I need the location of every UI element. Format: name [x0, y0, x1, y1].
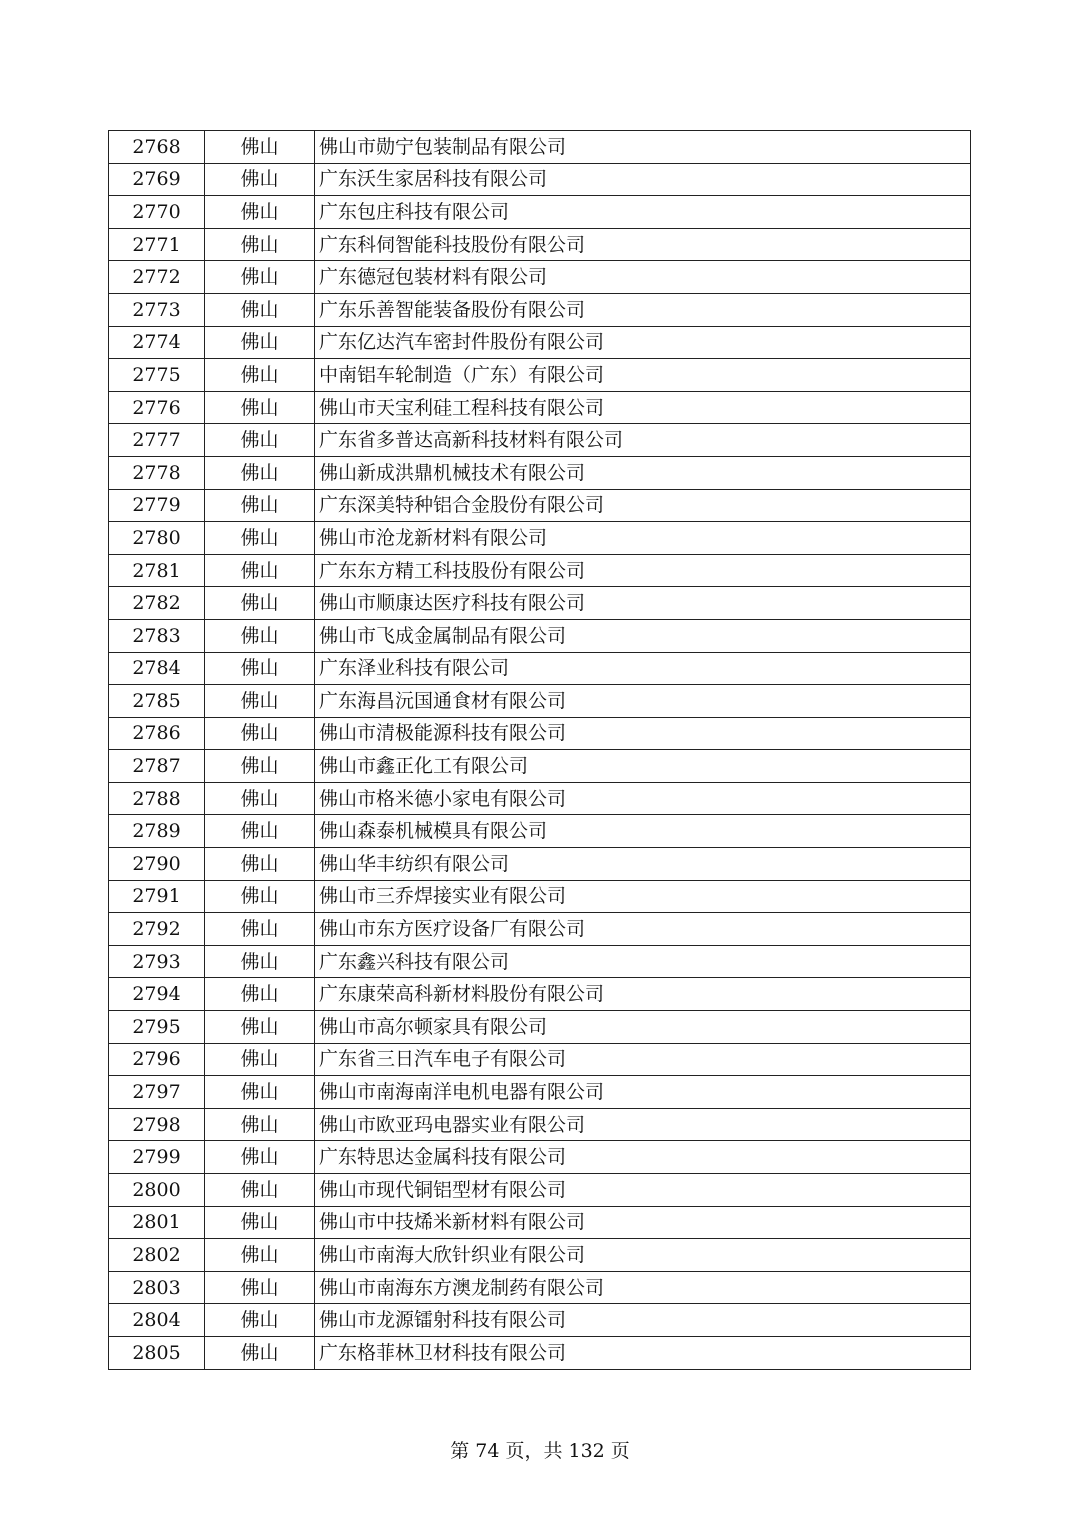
row-number: 2789 — [109, 815, 205, 848]
row-number: 2805 — [109, 1336, 205, 1369]
table-row — [109, 326, 971, 359]
row-company-name: 广东特思达金属科技有限公司 — [315, 1141, 971, 1174]
row-city: 佛山 — [205, 685, 315, 718]
row-company-name: 广东康荣高科新材料股份有限公司 — [315, 978, 971, 1011]
row-company-name: 佛山市沧龙新材料有限公司 — [315, 522, 971, 555]
row-company-name: 佛山市高尔顿家具有限公司 — [315, 1011, 971, 1044]
row-number: 2798 — [109, 1108, 205, 1141]
company-list-table — [108, 130, 971, 1370]
row-company-name: 佛山市龙源镭射科技有限公司 — [315, 1304, 971, 1337]
table-row — [109, 685, 971, 718]
row-company-name: 佛山市南海南洋电机电器有限公司 — [315, 1076, 971, 1109]
row-city: 佛山 — [205, 293, 315, 326]
page-footer: 第 74 页，共 132 页 — [450, 1440, 630, 1462]
table-row — [109, 554, 971, 587]
row-city: 佛山 — [205, 587, 315, 620]
row-company-name: 佛山市飞成金属制品有限公司 — [315, 619, 971, 652]
row-company-name: 佛山市清极能源科技有限公司 — [315, 717, 971, 750]
row-number: 2799 — [109, 1141, 205, 1174]
row-number: 2770 — [109, 196, 205, 229]
row-number: 2795 — [109, 1011, 205, 1044]
table-row — [109, 196, 971, 229]
row-number: 2797 — [109, 1076, 205, 1109]
table-row — [109, 456, 971, 489]
table-row — [109, 1206, 971, 1239]
row-number: 2792 — [109, 913, 205, 946]
row-number: 2804 — [109, 1304, 205, 1337]
row-city: 佛山 — [205, 848, 315, 881]
row-number: 2774 — [109, 326, 205, 359]
row-company-name: 广东包庄科技有限公司 — [315, 196, 971, 229]
company-list-body — [109, 131, 971, 1370]
table-row — [109, 1336, 971, 1369]
row-company-name: 广东省三日汽车电子有限公司 — [315, 1043, 971, 1076]
row-city: 佛山 — [205, 1076, 315, 1109]
row-company-name: 广东鑫兴科技有限公司 — [315, 945, 971, 978]
table-row — [109, 424, 971, 457]
row-number: 2779 — [109, 489, 205, 522]
row-number: 2778 — [109, 456, 205, 489]
row-number: 2794 — [109, 978, 205, 1011]
table-row — [109, 1174, 971, 1207]
row-city: 佛山 — [205, 228, 315, 261]
row-company-name: 广东乐善智能装备股份有限公司 — [315, 293, 971, 326]
row-number: 2773 — [109, 293, 205, 326]
row-company-name: 佛山市三乔焊接实业有限公司 — [315, 880, 971, 913]
row-company-name: 佛山市天宝利硅工程科技有限公司 — [315, 391, 971, 424]
row-company-name: 佛山华丰纺织有限公司 — [315, 848, 971, 881]
row-city: 佛山 — [205, 1206, 315, 1239]
row-company-name: 广东德冠包装材料有限公司 — [315, 261, 971, 294]
row-city: 佛山 — [205, 522, 315, 555]
table-row — [109, 391, 971, 424]
row-city: 佛山 — [205, 750, 315, 783]
row-city: 佛山 — [205, 1239, 315, 1272]
row-number: 2787 — [109, 750, 205, 783]
row-number: 2777 — [109, 424, 205, 457]
row-company-name: 广东省多普达高新科技材料有限公司 — [315, 424, 971, 457]
table-row — [109, 293, 971, 326]
row-number: 2790 — [109, 848, 205, 881]
row-company-name: 佛山市格米德小家电有限公司 — [315, 782, 971, 815]
row-number: 2788 — [109, 782, 205, 815]
table-row — [109, 261, 971, 294]
table-row — [109, 1239, 971, 1272]
table-row — [109, 131, 971, 164]
row-city: 佛山 — [205, 1336, 315, 1369]
row-company-name: 佛山新成洪鼎机械技术有限公司 — [315, 456, 971, 489]
table-row — [109, 717, 971, 750]
table-row — [109, 1043, 971, 1076]
row-number: 2783 — [109, 619, 205, 652]
row-number: 2772 — [109, 261, 205, 294]
row-city: 佛山 — [205, 1043, 315, 1076]
row-number: 2796 — [109, 1043, 205, 1076]
row-city: 佛山 — [205, 815, 315, 848]
row-city: 佛山 — [205, 131, 315, 164]
row-company-name: 广东科伺智能科技股份有限公司 — [315, 228, 971, 261]
row-number: 2785 — [109, 685, 205, 718]
row-number: 2793 — [109, 945, 205, 978]
row-number: 2781 — [109, 554, 205, 587]
row-city: 佛山 — [205, 326, 315, 359]
row-city: 佛山 — [205, 913, 315, 946]
table-row — [109, 1108, 971, 1141]
row-city: 佛山 — [205, 945, 315, 978]
row-company-name: 佛山市南海大欣针织业有限公司 — [315, 1239, 971, 1272]
table-row — [109, 163, 971, 196]
table-row — [109, 1011, 971, 1044]
row-number: 2782 — [109, 587, 205, 620]
row-number: 2786 — [109, 717, 205, 750]
row-company-name: 佛山市中技烯米新材料有限公司 — [315, 1206, 971, 1239]
row-city: 佛山 — [205, 619, 315, 652]
row-company-name: 佛山市欧亚玛电器实业有限公司 — [315, 1108, 971, 1141]
row-city: 佛山 — [205, 1011, 315, 1044]
table-row — [109, 489, 971, 522]
table-row — [109, 978, 971, 1011]
table-row — [109, 1141, 971, 1174]
row-company-name: 广东东方精工科技股份有限公司 — [315, 554, 971, 587]
row-company-name: 佛山市鑫正化工有限公司 — [315, 750, 971, 783]
row-number: 2771 — [109, 228, 205, 261]
row-city: 佛山 — [205, 880, 315, 913]
row-city: 佛山 — [205, 391, 315, 424]
row-city: 佛山 — [205, 1108, 315, 1141]
row-city: 佛山 — [205, 554, 315, 587]
table-row — [109, 945, 971, 978]
row-number: 2775 — [109, 359, 205, 392]
row-number: 2791 — [109, 880, 205, 913]
row-number: 2776 — [109, 391, 205, 424]
row-company-name: 佛山市现代铜铝型材有限公司 — [315, 1174, 971, 1207]
row-company-name: 佛山市东方医疗设备厂有限公司 — [315, 913, 971, 946]
row-company-name: 佛山市南海东方澳龙制药有限公司 — [315, 1271, 971, 1304]
row-city: 佛山 — [205, 782, 315, 815]
row-city: 佛山 — [205, 1271, 315, 1304]
table-row — [109, 1304, 971, 1337]
row-number: 2780 — [109, 522, 205, 555]
row-number: 2784 — [109, 652, 205, 685]
row-city: 佛山 — [205, 489, 315, 522]
table-row — [109, 848, 971, 881]
table-row — [109, 1076, 971, 1109]
table-row — [109, 228, 971, 261]
row-city: 佛山 — [205, 1304, 315, 1337]
table-row — [109, 880, 971, 913]
row-company-name: 佛山市顺康达医疗科技有限公司 — [315, 587, 971, 620]
table-row — [109, 619, 971, 652]
row-city: 佛山 — [205, 261, 315, 294]
row-number: 2803 — [109, 1271, 205, 1304]
row-company-name: 广东亿达汽车密封件股份有限公司 — [315, 326, 971, 359]
table-row — [109, 815, 971, 848]
row-number: 2768 — [109, 131, 205, 164]
row-city: 佛山 — [205, 1174, 315, 1207]
row-number: 2802 — [109, 1239, 205, 1272]
row-city: 佛山 — [205, 456, 315, 489]
row-company-name: 广东沃生家居科技有限公司 — [315, 163, 971, 196]
row-company-name: 广东泽业科技有限公司 — [315, 652, 971, 685]
row-company-name: 佛山森泰机械模具有限公司 — [315, 815, 971, 848]
table-row — [109, 782, 971, 815]
row-company-name: 佛山市勋宁包装制品有限公司 — [315, 131, 971, 164]
table-row — [109, 359, 971, 392]
row-company-name: 广东海昌沅国通食材有限公司 — [315, 685, 971, 718]
row-company-name: 广东深美特种铝合金股份有限公司 — [315, 489, 971, 522]
row-city: 佛山 — [205, 424, 315, 457]
table-row — [109, 522, 971, 555]
row-company-name: 广东格菲林卫材科技有限公司 — [315, 1336, 971, 1369]
row-city: 佛山 — [205, 163, 315, 196]
row-city: 佛山 — [205, 652, 315, 685]
row-city: 佛山 — [205, 196, 315, 229]
row-number: 2800 — [109, 1174, 205, 1207]
table-row — [109, 652, 971, 685]
table-row — [109, 587, 971, 620]
row-city: 佛山 — [205, 978, 315, 1011]
row-city: 佛山 — [205, 359, 315, 392]
row-company-name: 中南铝车轮制造（广东）有限公司 — [315, 359, 971, 392]
row-number: 2769 — [109, 163, 205, 196]
row-city: 佛山 — [205, 717, 315, 750]
table-row — [109, 913, 971, 946]
table-row — [109, 1271, 971, 1304]
row-city: 佛山 — [205, 1141, 315, 1174]
row-number: 2801 — [109, 1206, 205, 1239]
table-row — [109, 750, 971, 783]
